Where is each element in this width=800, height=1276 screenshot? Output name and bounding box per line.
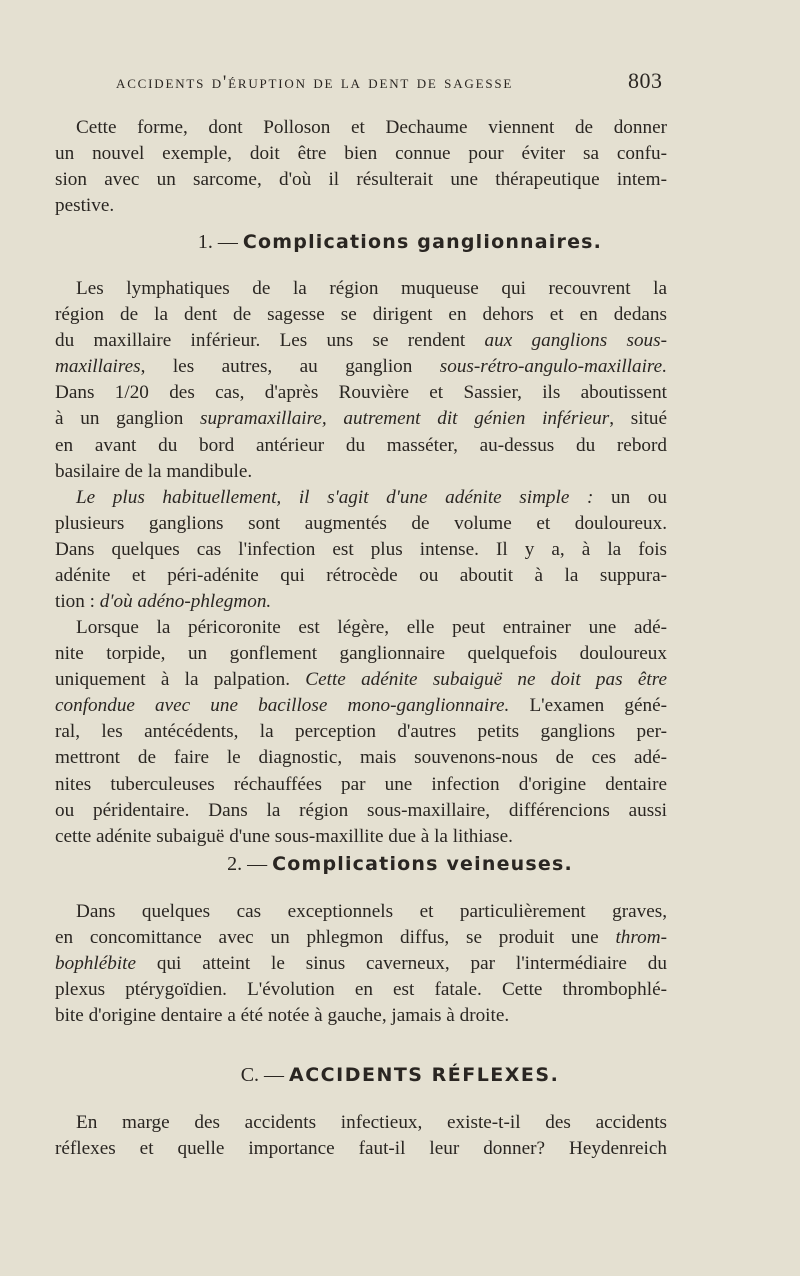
paragraph-5 (55, 899, 667, 1029)
text-line: nite torpide, un gonflement ganglionnaire quelquefois douloureux (55, 643, 667, 665)
text-line: En marge des accidents infectieux, existe-t-il des accidents (76, 1112, 667, 1133)
text-line: en concomittance avec un phlegmon diffus, se produit une throm- (55, 927, 667, 949)
text-line: confondue avec une bacillose mono-ganglionnaire. L'examen géné- (55, 695, 667, 717)
text-line: basilaire de la mandibule. (55, 460, 253, 482)
text-line: tion : d'où adéno-phlegmon. (55, 591, 272, 613)
paragraph-2 (55, 276, 667, 485)
running-title: accidents d'éruption de la dent de sagesse (116, 72, 514, 93)
text-line: plusieurs ganglions sont augmentés de volume et douloureux. (55, 513, 667, 535)
text-line: un nouvel exemple, doit être bien connue pour éviter sa confu- (55, 143, 667, 165)
text-line: plexus ptérygoïdien. L'évolution en est fatale. Cette thrombophlé- (55, 979, 667, 1001)
text-line: Dans 1/20 des cas, d'après Rouvière et Sassier, ils aboutissent (55, 382, 667, 404)
text-line: Le plus habituellement, il s'agit d'une adénite simple : un ou (76, 487, 667, 508)
text-line: Les lymphatiques de la région muqueuse qui recouvrent la (76, 278, 667, 299)
text-line: ral, les antécédents, la perception d'autres petits ganglions per- (55, 721, 667, 743)
text-line: bite d'origine dentaire a été notée à gauche, jamais à droite. (55, 1005, 510, 1027)
paragraph-1 (55, 115, 667, 219)
section-title: Complications ganglionnaires. (242, 231, 603, 253)
text-line: à un ganglion supramaxillaire, autrement dit génien inférieur, situé (55, 408, 667, 430)
section-number: 2. — (227, 853, 268, 875)
text-line: bophlébite qui atteint le sinus caverneux, par l'intermédiaire du (55, 953, 667, 975)
section-number: 1. — (197, 231, 238, 253)
text-line: mettront de faire le diagnostic, mais souvenons-nous de ces adé- (55, 747, 667, 769)
section-heading-ganglionnaires (0, 231, 800, 254)
text-line: sion avec un sarcome, d'où il résulterait une thérapeutique intem- (55, 169, 667, 191)
text-line: nites tuberculeuses réchauffées par une infection d'origine dentaire (55, 773, 667, 795)
text-line: cette adénite subaiguë d'une sous-maxillite due à la lithiase. (55, 825, 513, 847)
text-line: du maxillaire inférieur. Les uns se rendent aux ganglions sous- (55, 330, 667, 352)
paragraph-6 (55, 1110, 667, 1162)
section-heading-reflexes (0, 1064, 800, 1087)
section-number: C. — (240, 1064, 285, 1086)
section-title: Complications veineuses. (272, 853, 573, 875)
page-number: 803 (628, 68, 663, 93)
text-line: pestive. (55, 195, 115, 217)
text-line: Lorsque la péricoronite est légère, elle peut entrainer une adé- (76, 617, 667, 638)
paragraph-4 (55, 615, 667, 850)
text-line: Cette forme, dont Polloson et Dechaume viennent de donner (76, 117, 667, 138)
text-line: uniquement à la palpation. Cette adénite subaiguë ne doit pas être (55, 669, 667, 691)
text-line: Dans quelques cas l'infection est plus intense. Il y a, à la fois (55, 539, 667, 561)
text-line: région de la dent de sagesse se dirigent en dehors et en dedans (55, 304, 667, 326)
section-heading-veineuses (0, 853, 800, 876)
text-line: en avant du bord antérieur du masséter, au-dessus du rebord (55, 434, 667, 456)
text-line: ou péridentaire. Dans la région sous-maxillaire, différencions aussi (55, 799, 667, 821)
text-line: réflexes et quelle importance faut-il leur donner? Heydenreich (55, 1138, 667, 1160)
text-line: adénite et péri-adénite qui rétrocède ou aboutit à la suppura- (55, 565, 667, 587)
paragraph-3 (55, 485, 667, 615)
text-line: maxillaires, les autres, au ganglion sous-rétro-angulo-maxillaire. (55, 356, 667, 378)
text-line: Dans quelques cas exceptionnels et particulièrement graves, (76, 901, 667, 922)
section-title: ACCIDENTS RÉFLEXES. (289, 1064, 560, 1086)
